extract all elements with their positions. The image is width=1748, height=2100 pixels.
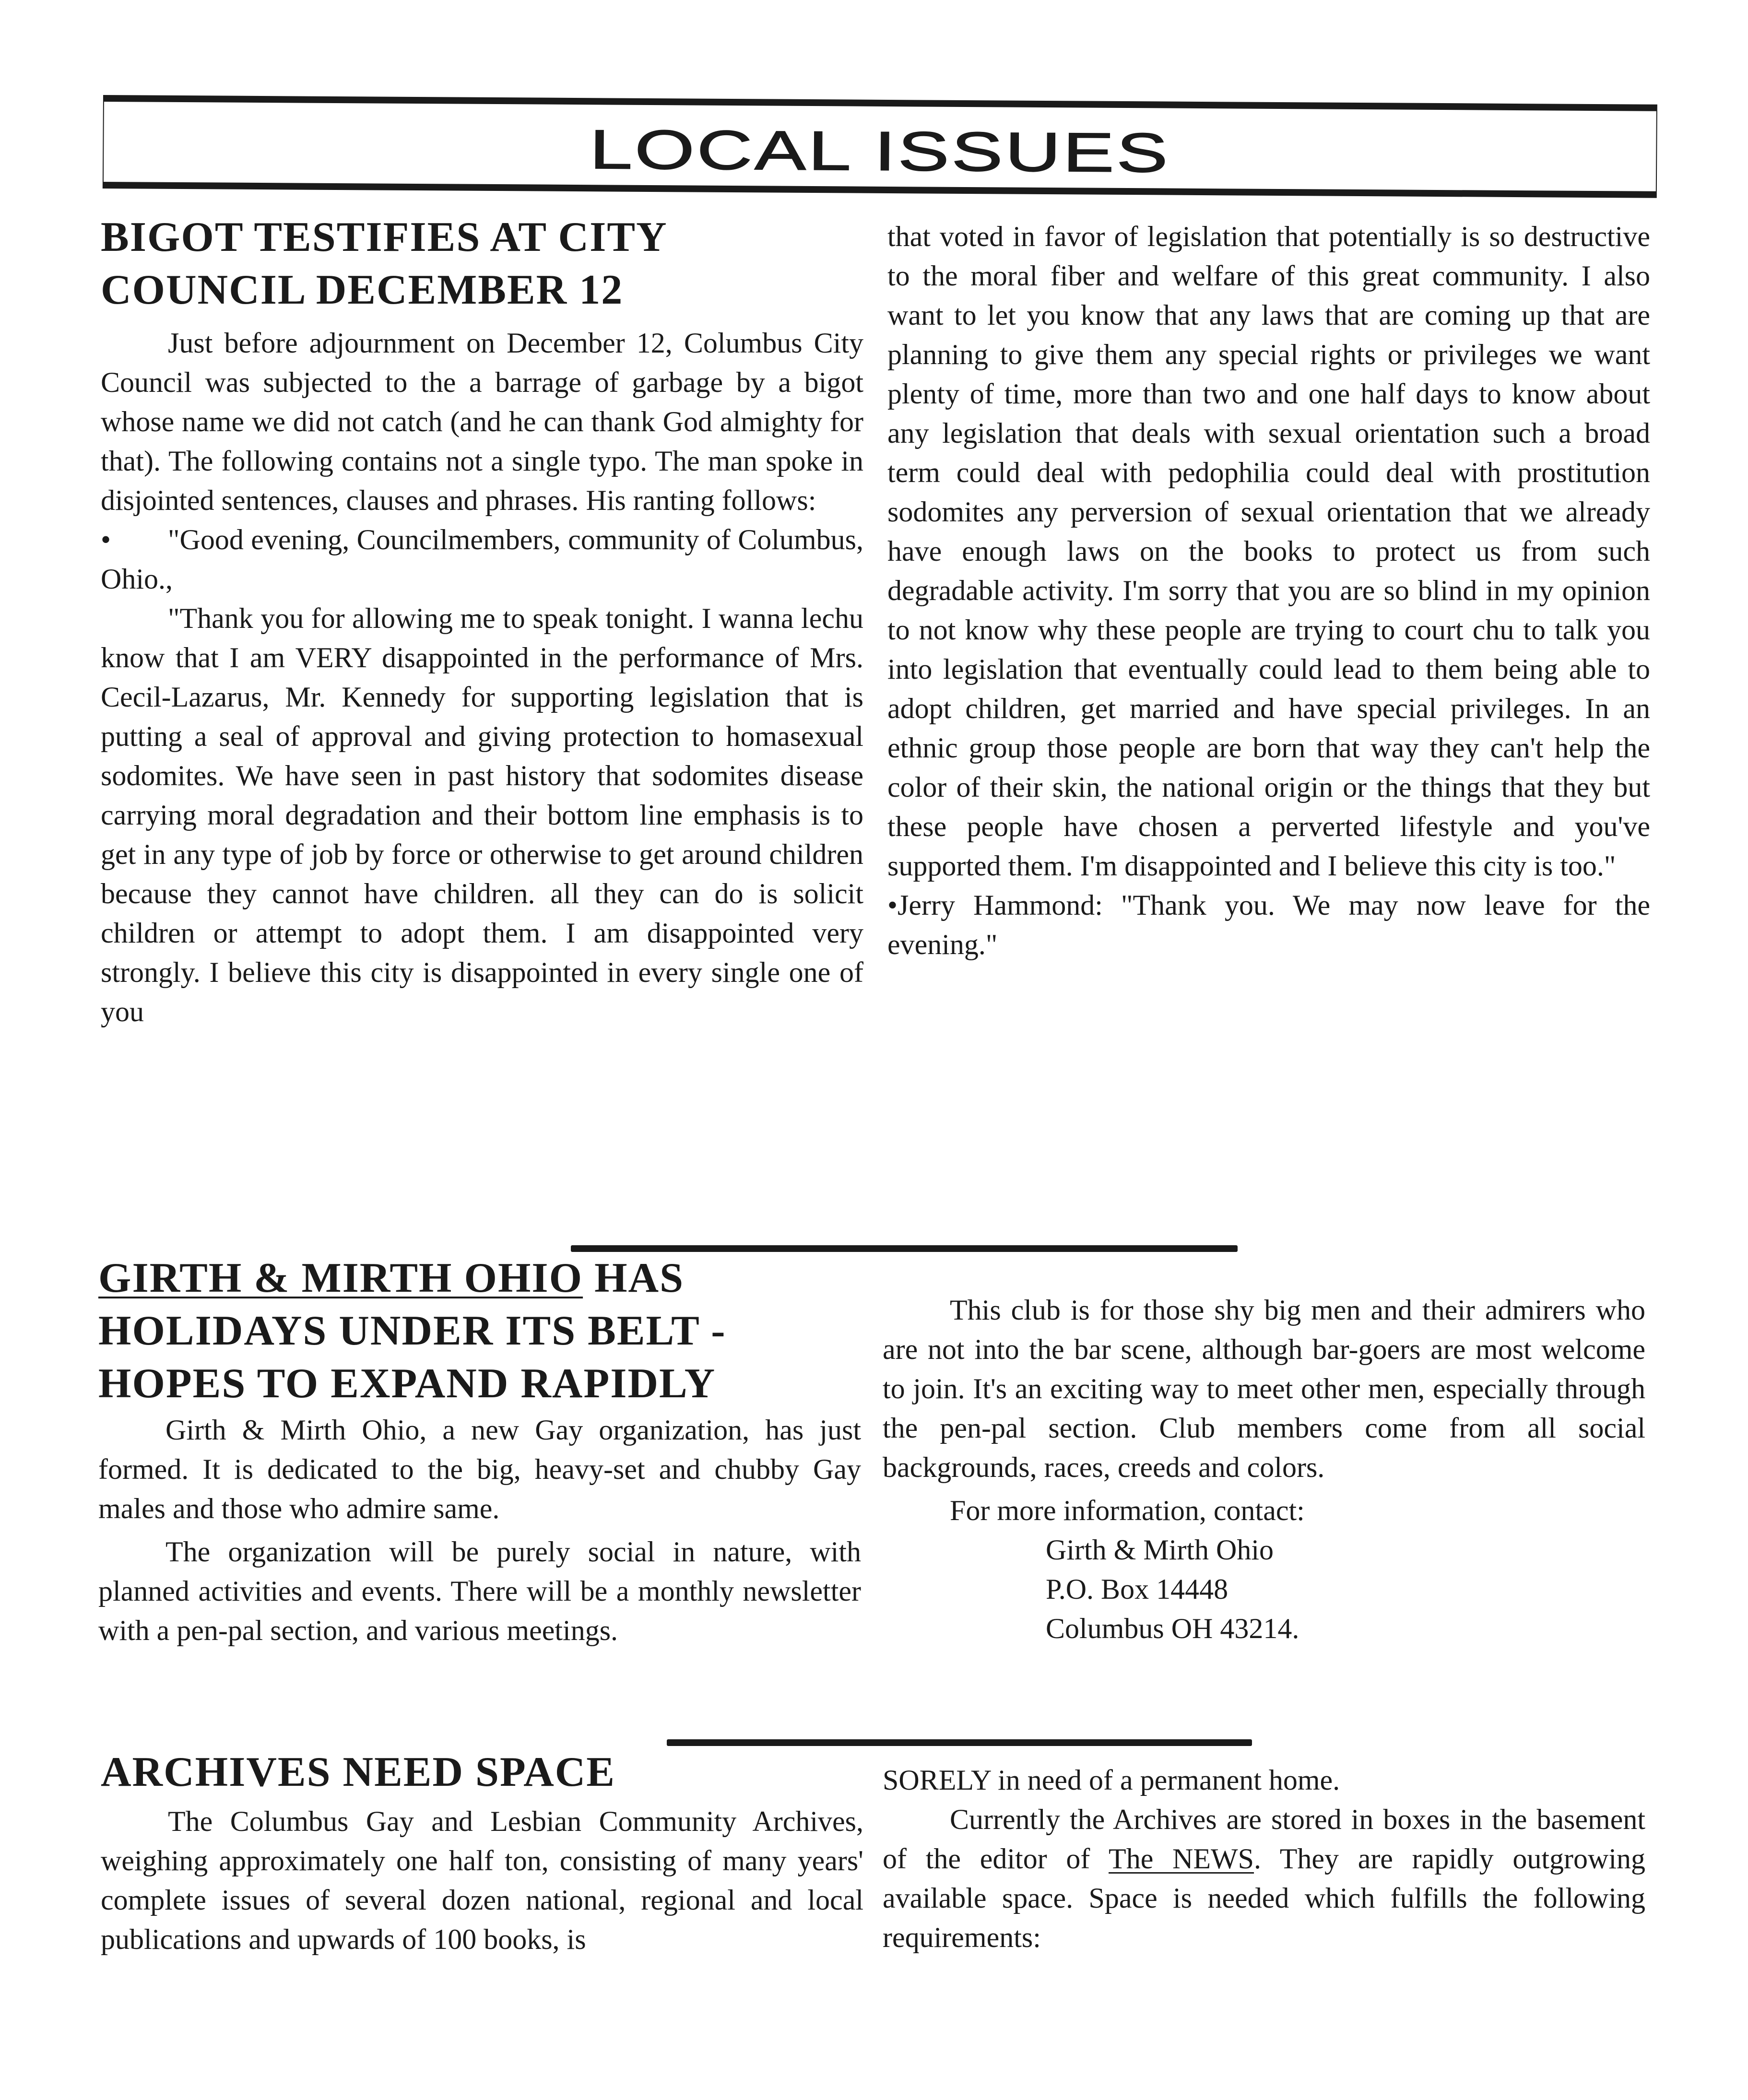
article-paragraph: The organization will be purely social in nature, with planned activities and events. There will be a monthly newsletter with a pen-pal section, and various meetings. xyxy=(98,1536,861,1646)
quote-body-left: "Thank you for allowing me to speak tonight. I wanna lechu know that I am VERY disappointed in the performance of Mrs. Cecil-Lazarus, Mr. Kennedy for supporting legislation that is putting a seal of approval and giving protection to homasexual sodomites. We have seen in past history that sodomites disease carrying moral degradation and their bottom line emphasis is to get in any type of job by force or otherwise to get around children because they cannot have children. all they can do is solicit children or attempt to adopt them. I am disappointed very strongly. I believe this city is disappointed in every single one of you xyxy=(101,602,863,1027)
article-paragraph: This club is for those shy big men and their admirers who are not into the bar scene, although bar-goers are most welcome to join. It's an exciting way to meet other men, especially through the pen-pal section. Club members come from all social backgrounds, races, creeds and colors. xyxy=(883,1294,1645,1483)
article-girth-right-column xyxy=(883,1290,1645,1648)
section-title: LOCAL ISSUES xyxy=(589,118,1170,184)
section-banner xyxy=(103,95,1657,198)
contact-block xyxy=(950,1491,1645,1648)
section-divider xyxy=(667,1739,1252,1746)
publication-name: The NEWS xyxy=(1109,1843,1254,1875)
contact-po-box: P.O. Box 14448 xyxy=(1046,1573,1228,1605)
contact-name: Girth & Mirth Ohio xyxy=(1046,1534,1274,1566)
article-archives-left-column xyxy=(101,1746,863,1959)
article-headline: BIGOT TESTIFIES AT CITY COUNCIL DECEMBER 12 xyxy=(101,214,668,313)
quote-opening: • "Good evening, Councilmembers, community of Columbus, Ohio., xyxy=(101,520,863,599)
article-paragraph: SORELY in need of a permanent home. xyxy=(883,1764,1340,1796)
article-headline: ARCHIVES NEED SPACE xyxy=(101,1749,615,1795)
quote-closing: •Jerry Hammond: "Thank you. We may now leave for the evening." xyxy=(887,889,1650,960)
article-bigot-right-column xyxy=(887,217,1650,964)
section-divider xyxy=(571,1245,1238,1252)
bullet-icon: • xyxy=(101,524,111,555)
article-headline: GIRTH & MIRTH OHIO HAS HOLIDAYS UNDER ITS BELT - HOPES TO EXPAND RAPIDLY xyxy=(98,1255,726,1407)
article-archives-right-column xyxy=(883,1760,1645,1957)
article-bigot-left-column xyxy=(101,211,863,1031)
article-girth-left-column xyxy=(98,1252,861,1650)
contact-intro: For more information, contact: xyxy=(950,1495,1305,1526)
article-paragraph: Girth & Mirth Ohio, a new Gay organization, has just formed. It is dedicated to the big, heavy-set and chubby Gay males and those who admire same. xyxy=(98,1414,861,1524)
article-paragraph: The Columbus Gay and Lesbian Community Archives, weighing approximately one half ton, consisting of many years' complete issues of several dozen national, regional and local publications and upwards of 100 books, is xyxy=(101,1805,863,1955)
article-paragraph: Currently the Archives are stored in boxes in the basement of the editor of The NEWS. They are rapidly outgrowing available space. Space is needed which fulfills the following requirements: xyxy=(883,1804,1645,1953)
quote-body-right: that voted in favor of legislation that potentially is so destructive to the moral fiber and welfare of this great community. I also want to let you know that any laws that are coming up that are planning to give them any special rights or privileges we want plenty of time, more than two and one half days to know about any legislation that deals with sexual orientation such a broad term could deal with pedophilia could deal with prostitution sodomites any perversion of sexual orientation that we already have enough laws on the books to protect us from such degradable activity. I'm sorry that you are so blind in my opinion to not know why these people are trying to court chu to talk you into legislation that eventually could lead to them being able to adopt children, get married and have special privileges. In an ethnic group those people are born that way they can't help the color of their skin, the national origin or the things that they but these people have chosen a perverted lifestyle and you've supported them. I'm disappointed and I believe this city is too." xyxy=(887,221,1650,882)
article-intro: Just before adjournment on December 12, Columbus City Council was subjected to the a barrage of garbage by a bigot whose name we did not catch (and he can thank God almighty for that). The following contains not a single typo. The man spoke in disjointed sentences, clauses and phrases. His ranting follows: xyxy=(101,327,863,516)
contact-city: Columbus OH 43214. xyxy=(1046,1613,1299,1644)
org-name-underlined: GIRTH & MIRTH OHIO xyxy=(98,1255,583,1301)
